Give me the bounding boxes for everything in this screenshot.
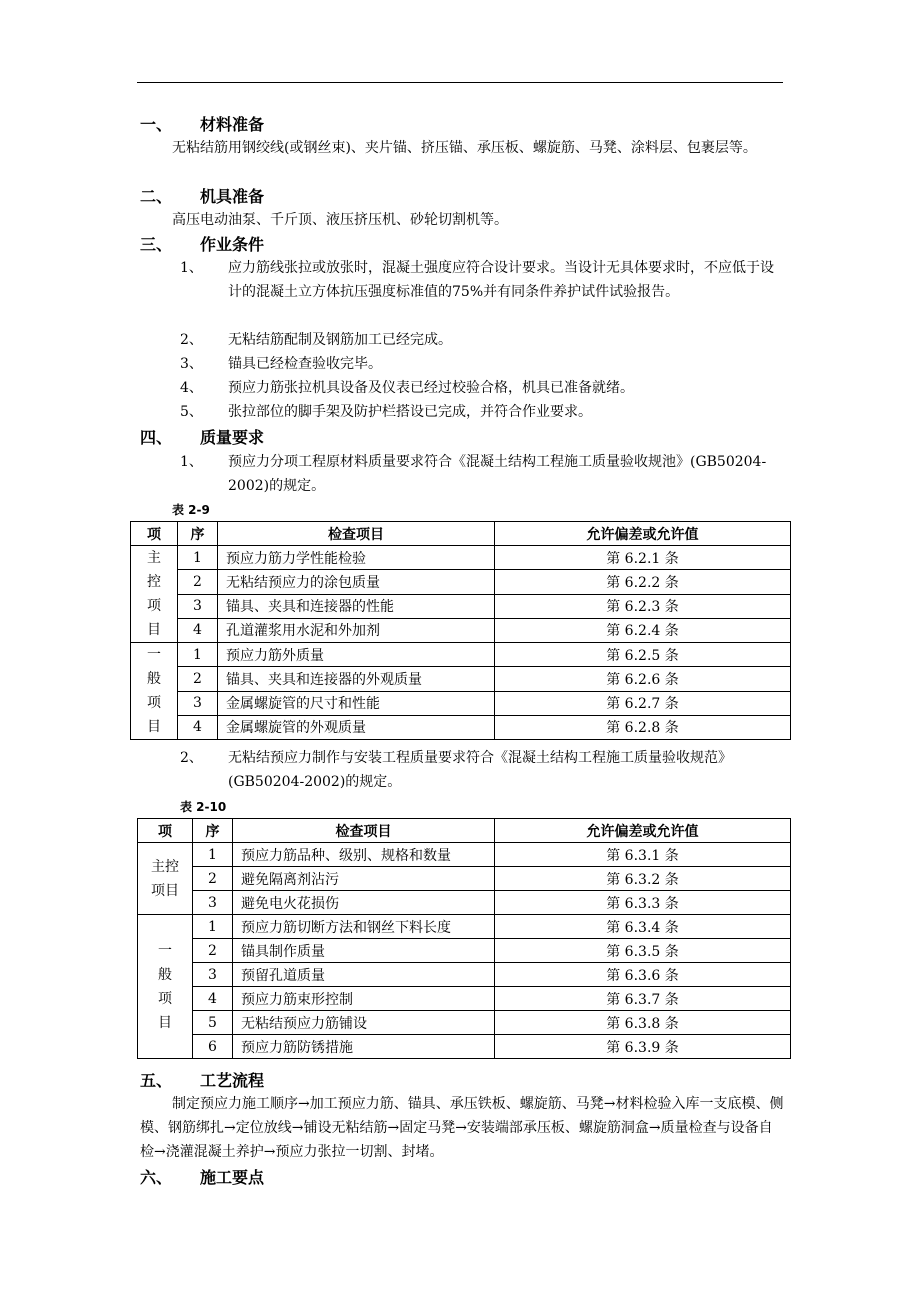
cell-seq: 4: [193, 987, 233, 1011]
cell-item: 无粘结预应力的涂包质量: [218, 570, 495, 594]
list-text: 应力筋线张拉或放张时，混凝土强度应符合设计要求。当设计无具体要求时，不应低于设计的混凝土立方体抗压强度标准值的75%并有同条件养护试件试验报告。: [228, 260, 774, 300]
cell-item: 锚具制作质量: [233, 939, 495, 963]
cell-value: 第 6.3.5 条: [495, 939, 791, 963]
cell-seq: 2: [193, 867, 233, 891]
section-title: 机具准备: [200, 187, 265, 206]
cell-seq: 1: [193, 915, 233, 939]
section-number: 五、: [140, 1071, 173, 1090]
cell-item: 金属螺旋管的外观质量: [218, 715, 495, 739]
list-number: 3、: [180, 356, 203, 372]
cell-value: 第 6.3.7 条: [495, 987, 791, 1011]
list-item: [180, 352, 785, 376]
cell-seq: 3: [178, 594, 218, 618]
table-row: [138, 1035, 791, 1059]
cell-value: 第 6.3.9 条: [495, 1035, 791, 1059]
cell-seq: 1: [178, 643, 218, 667]
category-label: 一般项目: [147, 647, 161, 735]
header-item: 检查项目: [233, 819, 495, 843]
cell-value: 第 6.2.4 条: [495, 618, 791, 642]
cell-item: 孔道灌浆用水泥和外加剂: [218, 618, 495, 642]
list-number: 1、: [180, 260, 203, 276]
table-header-row: [131, 522, 791, 546]
table-row: [131, 715, 791, 739]
table-header-row: [138, 819, 791, 843]
table-row: [138, 939, 791, 963]
list-item: [180, 400, 785, 424]
header-allowance: 允许偏差或允许值: [495, 522, 791, 546]
cell-value: 第 6.3.3 条: [495, 891, 791, 915]
section-number: 三、: [140, 235, 173, 254]
table-caption: 表 2-9: [172, 503, 210, 517]
header-seq: 序: [193, 819, 233, 843]
table-row: [131, 546, 791, 570]
cell-seq: 2: [178, 667, 218, 691]
list-number: 1、: [180, 454, 203, 470]
cell-value: 第 6.2.5 条: [495, 643, 791, 667]
cell-item: 无粘结预应力筋铺设: [233, 1011, 495, 1035]
cell-item: 预应力筋外质量: [218, 643, 495, 667]
category-general: [131, 643, 178, 740]
section-title: 施工要点: [200, 1168, 265, 1187]
cell-seq: 3: [193, 891, 233, 915]
section-heading-1: [140, 115, 264, 135]
cell-seq: 3: [193, 963, 233, 987]
section-title: 质量要求: [200, 428, 265, 447]
table-row: [131, 594, 791, 618]
list-item: [180, 450, 785, 498]
cell-item: 预应力筋束形控制: [233, 987, 495, 1011]
section-heading-3: [140, 235, 264, 255]
cell-item: 预应力筋力学性能检验: [218, 546, 495, 570]
list-text: 预应力分项工程原材料质量要求符合《混凝土结构工程施工质量验收规池》(GB50204-2002)的规定。: [228, 454, 767, 494]
section-heading-6: [140, 1168, 264, 1188]
cell-seq: 3: [178, 691, 218, 715]
header-rule: [137, 82, 783, 83]
list-item: [180, 376, 785, 400]
section-number: 二、: [140, 187, 173, 206]
list-item: [180, 328, 785, 352]
cell-seq: 5: [193, 1011, 233, 1035]
cell-item: 金属螺旋管的尺寸和性能: [218, 691, 495, 715]
header-item: 检查项目: [218, 522, 495, 546]
header-allowance: 允许偏差或允许值: [495, 819, 791, 843]
table-row: [138, 963, 791, 987]
cell-seq: 2: [178, 570, 218, 594]
header-category: 项: [131, 522, 178, 546]
cell-value: 第 6.3.8 条: [495, 1011, 791, 1035]
cell-item: 预应力筋防锈措施: [233, 1035, 495, 1059]
inspection-table-2-9: [130, 521, 791, 740]
header-category: 项: [138, 819, 193, 843]
section-number: 一、: [140, 115, 173, 134]
cell-item: 锚具、夹具和连接器的外观质量: [218, 667, 495, 691]
list-text: 预应力筋张拉机具设备及仪表已经过校验合格，机具已准备就绪。: [228, 380, 634, 396]
list-text: 锚具已经检查验收完毕。: [228, 356, 382, 372]
cell-seq: 2: [193, 939, 233, 963]
cell-item: 避免隔离剂沾污: [233, 867, 495, 891]
table-caption: 表 2-10: [180, 800, 227, 814]
table-row: [131, 643, 791, 667]
section-5-body: 制定预应力施工顺序→加工预应力筋、锚具、承压铁板、螺旋筋、马凳→材料检验入库一支底模、侧模、钢筋绑扎→定位放线→铺设无粘结筋→固定马凳→安装端部承压板、螺旋筋洞盒→质量检查与设备自检→浇灌混凝土养护→预应力张拉一切割、封堵。: [140, 1096, 784, 1160]
cell-item: 预应力筋切断方法和钢丝下料长度: [233, 915, 495, 939]
list-number: 5、: [180, 404, 203, 420]
cell-value: 第 6.3.4 条: [495, 915, 791, 939]
section-1-body: 无粘结筋用钢绞线(或钢丝束)、夹片锚、挤压锚、承压板、螺旋筋、马凳、涂料层、包裹层等。: [172, 140, 757, 156]
cell-seq: 4: [178, 618, 218, 642]
cell-value: 第 6.3.6 条: [495, 963, 791, 987]
section-title: 材料准备: [200, 115, 265, 134]
section-heading-4: [140, 428, 264, 448]
cell-item: 预应力筋品种、级别、规格和数量: [233, 843, 495, 867]
header-seq: 序: [178, 522, 218, 546]
table-row: [138, 1011, 791, 1035]
table-row: [138, 891, 791, 915]
section-2-body: 高压电动油泵、千斤顶、液压挤压机、砂轮切割机等。: [172, 212, 508, 228]
list-text: 无粘结预应力制作与安装工程质量要求符合《混凝土结构工程施工质量验收规范》 (GB50204-2002)的规定。: [228, 750, 732, 790]
cell-seq: 6: [193, 1035, 233, 1059]
table-row: [138, 987, 791, 1011]
category-general: [138, 915, 193, 1059]
cell-item: 预留孔道质量: [233, 963, 495, 987]
cell-value: 第 6.3.2 条: [495, 867, 791, 891]
table-row: [138, 867, 791, 891]
category-label: 主控项目: [151, 858, 179, 899]
list-text: 张拉部位的脚手架及防护栏搭设已完成，并符合作业要求。: [228, 404, 592, 420]
category-label: 主控项目: [147, 550, 161, 638]
section-heading-5: [140, 1071, 264, 1091]
table-row: [138, 843, 791, 867]
cell-value: 第 6.2.6 条: [495, 667, 791, 691]
cell-seq: 4: [178, 715, 218, 739]
cell-value: 第 6.2.2 条: [495, 570, 791, 594]
cell-value: 第 6.2.1 条: [495, 546, 791, 570]
category-main-control: [131, 546, 178, 643]
cell-value: 第 6.2.7 条: [495, 691, 791, 715]
cell-item: 锚具、夹具和连接器的性能: [218, 594, 495, 618]
table-row: [131, 570, 791, 594]
list-number: 2、: [180, 332, 203, 348]
inspection-table-2-10: [137, 818, 791, 1059]
category-label: 一般项目: [158, 942, 172, 1031]
section-number: 四、: [140, 428, 173, 447]
cell-value: 第 6.2.3 条: [495, 594, 791, 618]
cell-value: 第 6.3.1 条: [495, 843, 791, 867]
list-item: [180, 256, 785, 304]
list-text: 无粘结筋配制及钢筋加工已经完成。: [228, 332, 452, 348]
table-row: [138, 915, 791, 939]
list-number: 2、: [180, 750, 203, 766]
table-row: [131, 667, 791, 691]
section-title: 工艺流程: [200, 1071, 265, 1090]
section-title: 作业条件: [200, 235, 265, 254]
cell-item: 避免电火花损伤: [233, 891, 495, 915]
list-number: 4、: [180, 380, 203, 396]
table-row: [131, 691, 791, 715]
cell-value: 第 6.2.8 条: [495, 715, 791, 739]
cell-seq: 1: [193, 843, 233, 867]
cell-seq: 1: [178, 546, 218, 570]
list-item: [180, 746, 785, 794]
section-number: 六、: [140, 1168, 173, 1187]
table-row: [131, 618, 791, 642]
section-heading-2: [140, 187, 264, 207]
category-main-control: [138, 843, 193, 915]
